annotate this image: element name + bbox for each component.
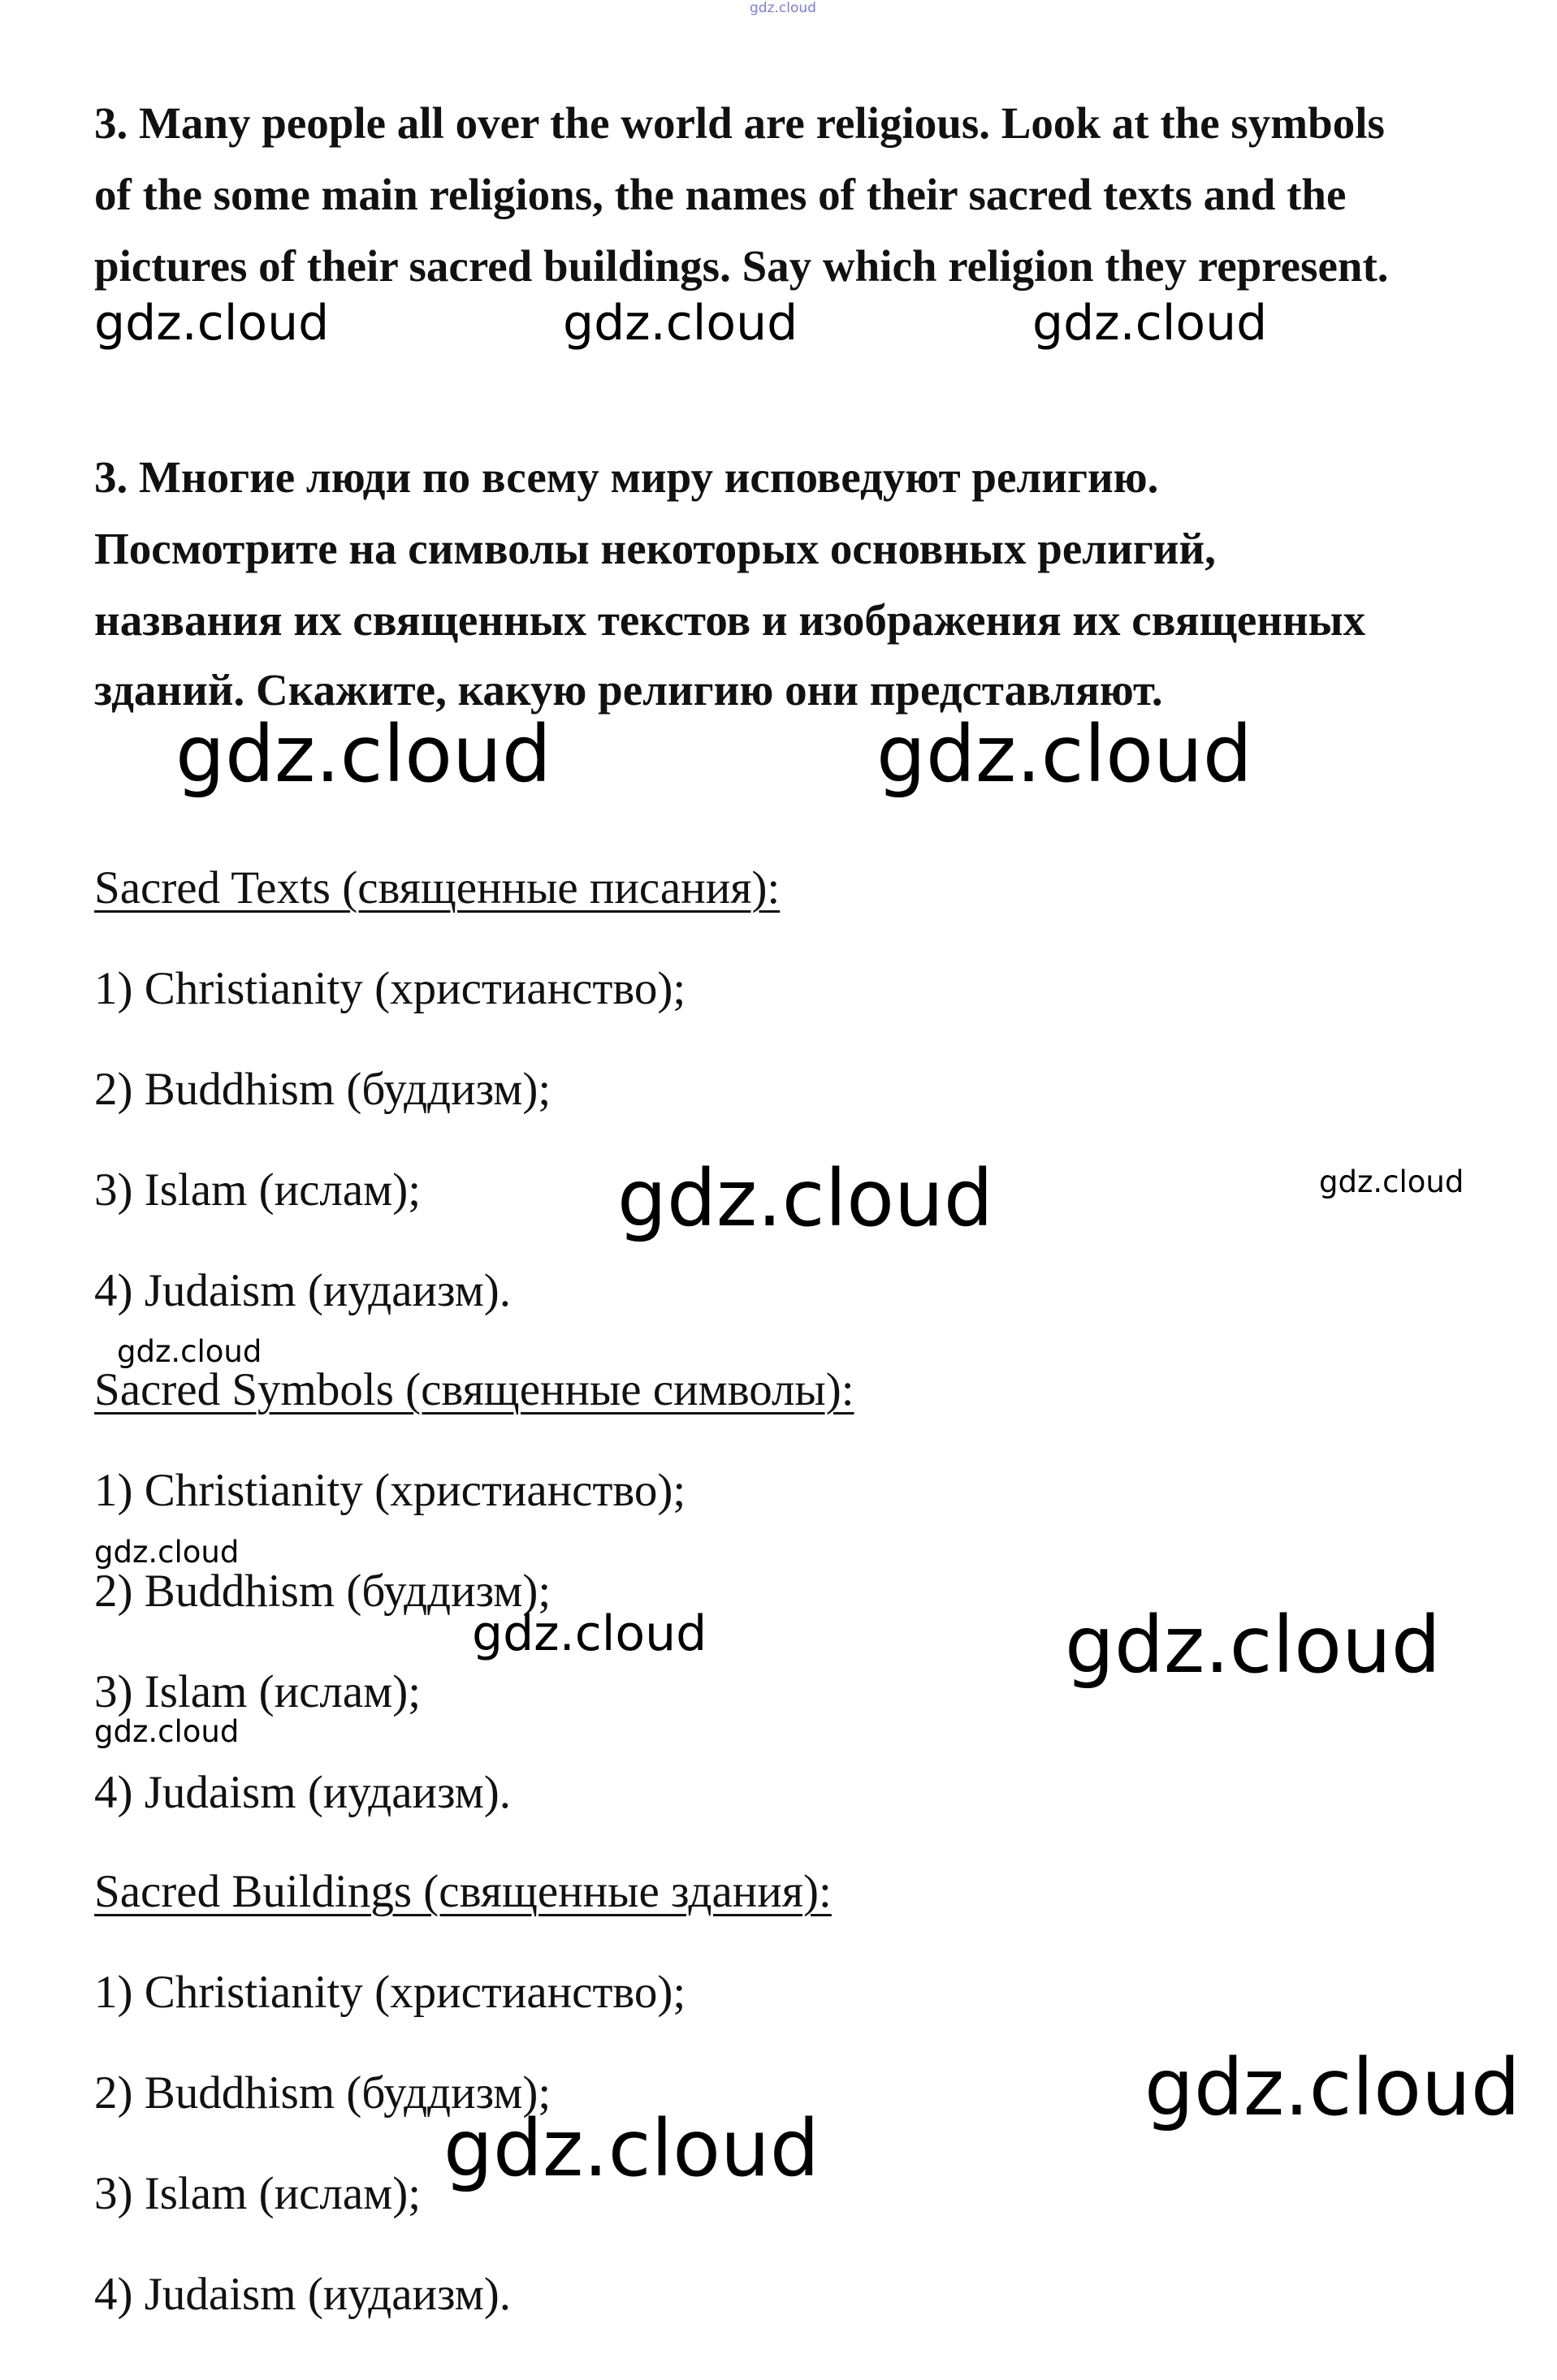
watermark: gdz.cloud bbox=[876, 709, 1252, 800]
task-ru-line-3: названия их священных текстов и изображения их священных bbox=[94, 595, 1366, 645]
list-item: 4) Judaism (иудаизм). bbox=[94, 1265, 512, 1316]
watermark: gdz.cloud bbox=[443, 2103, 820, 2194]
list-item: 2) Buddhism (буддизм); bbox=[94, 2067, 551, 2119]
watermark: gdz.cloud bbox=[1144, 2042, 1520, 2133]
watermark-top: gdz.cloud bbox=[750, 0, 816, 16]
section-heading-sacred-texts: Sacred Texts (священные писания): bbox=[94, 862, 781, 914]
list-item: 2) Buddhism (буддизм); bbox=[94, 1566, 551, 1617]
watermark: gdz.cloud bbox=[117, 1334, 262, 1369]
watermark: gdz.cloud bbox=[175, 709, 551, 800]
watermark: gdz.cloud bbox=[617, 1153, 993, 1244]
task-ru-line-2: Посмотрите на символы некоторых основных религий, bbox=[94, 524, 1216, 573]
watermark: gdz.cloud bbox=[1032, 295, 1268, 352]
watermark: gdz.cloud bbox=[94, 1535, 240, 1570]
watermark: gdz.cloud bbox=[563, 295, 798, 352]
section-heading-sacred-buildings: Sacred Buildings (священные здания): bbox=[94, 1866, 832, 1917]
list-item: 3) Islam (ислам); bbox=[94, 1666, 422, 1717]
watermark: gdz.cloud bbox=[94, 295, 330, 352]
list-item: 1) Christianity (христианство); bbox=[94, 1967, 686, 2018]
task-ru-line-1: 3. Многие люди по всему миру исповедуют религию. bbox=[94, 452, 1159, 502]
list-item: 4) Judaism (иудаизм). bbox=[94, 1767, 512, 1818]
list-item: 3) Islam (ислам); bbox=[94, 2168, 422, 2219]
watermark: gdz.cloud bbox=[1065, 1600, 1441, 1691]
watermark: gdz.cloud bbox=[94, 1714, 240, 1749]
task-en-line-2: of the some main religions, the names of their sacred texts and the bbox=[94, 170, 1347, 219]
task-en-line-3: pictures of their sacred buildings. Say which religion they represent. bbox=[94, 241, 1389, 291]
list-item: 1) Christianity (христианство); bbox=[94, 963, 686, 1014]
list-item: 3) Islam (ислам); bbox=[94, 1164, 422, 1216]
list-item: 1) Christianity (христианство); bbox=[94, 1465, 686, 1516]
section-heading-sacred-symbols: Sacred Symbols (священные символы): bbox=[94, 1364, 854, 1415]
watermark: gdz.cloud bbox=[472, 1605, 707, 1662]
task-ru-line-4: зданий. Скажите, какую религию они представляют. bbox=[94, 665, 1163, 715]
watermark: gdz.cloud bbox=[1319, 1164, 1464, 1199]
task-en-line-1: 3. Many people all over the world are religious. Look at the symbols bbox=[94, 98, 1385, 148]
list-item: 2) Buddhism (буддизм); bbox=[94, 1064, 551, 1115]
list-item: 4) Judaism (иудаизм). bbox=[94, 2269, 512, 2320]
